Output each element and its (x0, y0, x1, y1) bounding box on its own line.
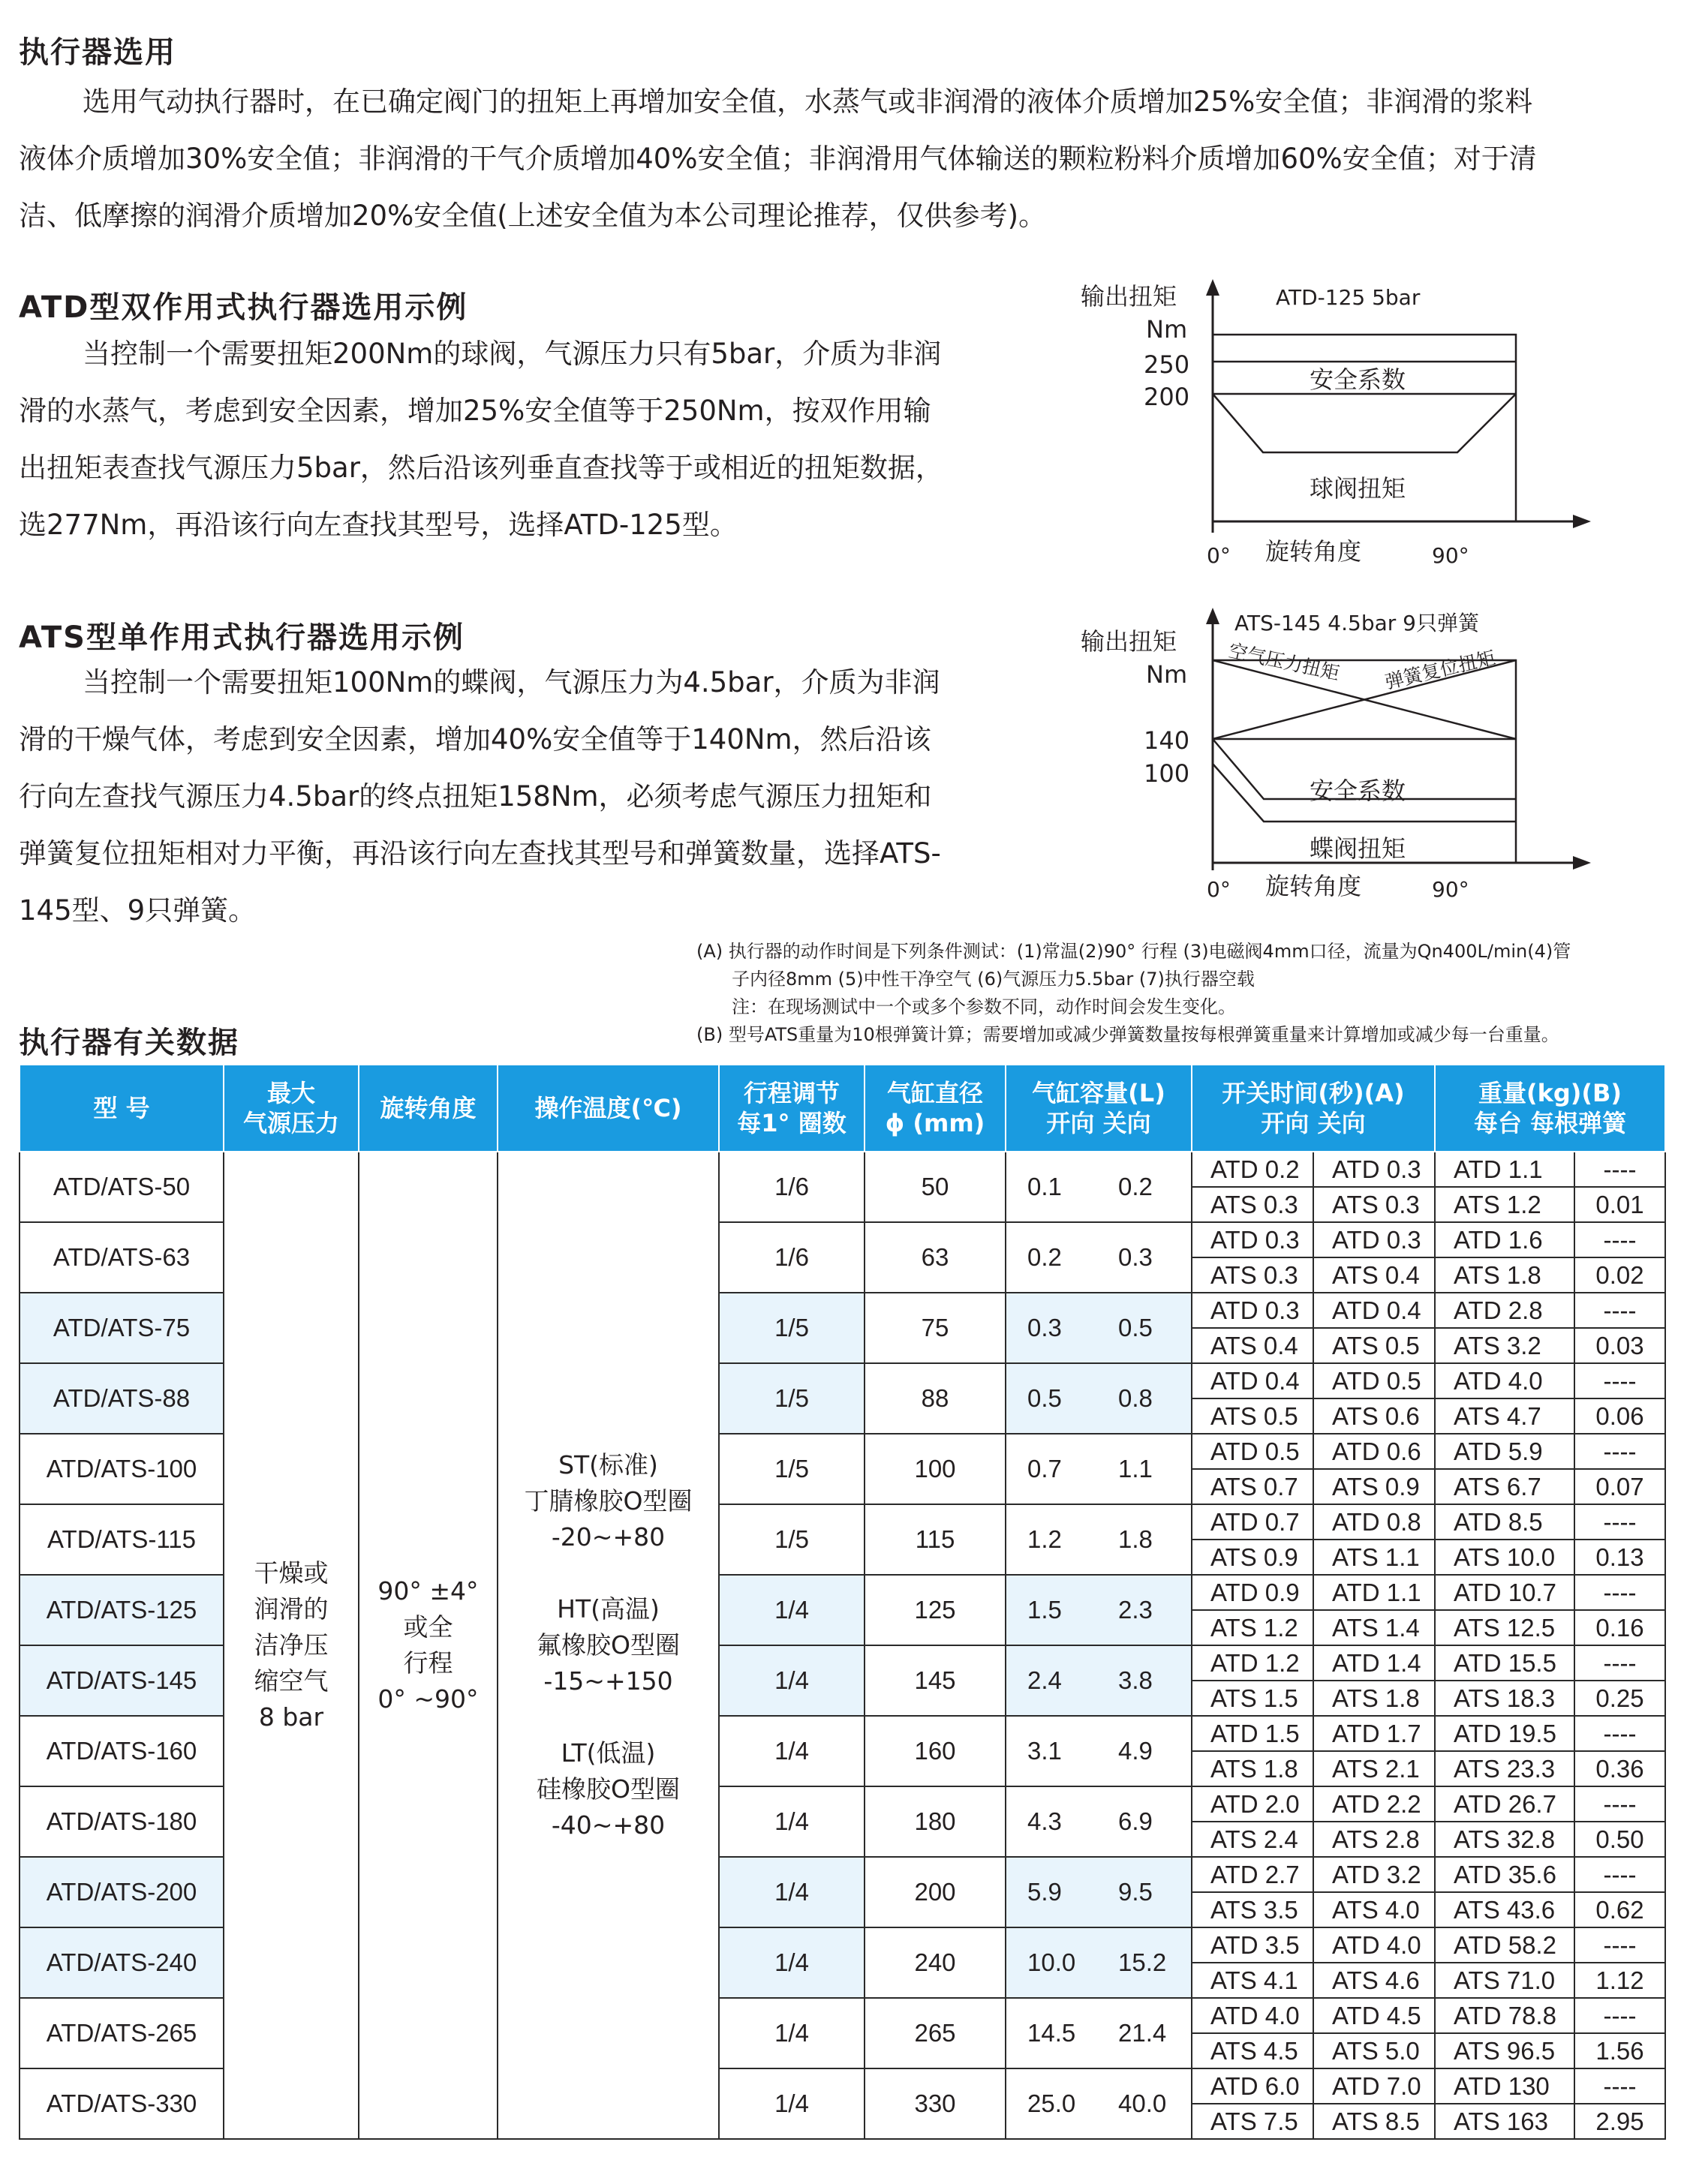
stroke-adjust-cell: 1/4 (719, 1927, 865, 1998)
tick-200: 200 (1144, 383, 1190, 411)
temperature-cell-line: -20~+80 (551, 1522, 666, 1552)
volume-cell (1006, 1575, 1192, 1645)
stroke-adjust-cell: 1/4 (719, 1716, 865, 1786)
volume-open: 0.7 (1027, 1455, 1062, 1483)
temperature-cell-line: HT(高温) (557, 1594, 660, 1624)
atd-example-line: 出扭矩表查找气源压力5bar，然后沿该列垂直查找等于或相近的扭矩数据， (19, 452, 943, 484)
open-time-cell: ATD 2.7 (1192, 1857, 1313, 1892)
unit-weight-cell: ATS 4.7 (1435, 1398, 1574, 1434)
ball-valve-torque-curve (1213, 394, 1516, 452)
volume-open: 25.0 (1027, 2089, 1076, 2117)
unit-weight-cell: ATD 78.8 (1435, 1998, 1574, 2033)
open-time-cell: ATS 0.5 (1192, 1398, 1313, 1434)
stroke-adjust-cell: 1/4 (719, 1786, 865, 1857)
ats-example-line: 弹簧复位扭矩相对力平衡，再沿该行向左查找其型号和弹簧数量，选择ATS- (19, 837, 941, 870)
open-time-cell: ATD 4.0 (1192, 1998, 1313, 2033)
unit-weight-cell: ATS 1.8 (1435, 1257, 1574, 1293)
unit-weight-cell: ATS 6.7 (1435, 1469, 1574, 1504)
volume-cell (1006, 1998, 1192, 2068)
open-time-cell: ATS 0.3 (1192, 1257, 1313, 1293)
y-axis-arrow (1206, 279, 1219, 296)
volume-cell (1006, 1786, 1192, 1857)
spring-weight-cell: 0.13 (1574, 1540, 1665, 1575)
unit-weight-cell: ATD 2.8 (1435, 1293, 1574, 1328)
header-temperature: 操作温度(℃) (498, 1065, 719, 1152)
air-pressure-label: 空气压力扭矩 (1226, 639, 1342, 685)
volume-close: 1.8 (1118, 1525, 1153, 1553)
note-b: (B) 型号ATS重量为10根弹簧计算；需要增加或减少弹簧数量按每根弹簧重量来计算增加或减少每一台重量。 (696, 1024, 1559, 1045)
close-time-cell: ATD 4.0 (1313, 1927, 1435, 1963)
x-end-label: 90° (1432, 543, 1469, 568)
x-axis-label: 旋转角度 (1265, 872, 1362, 900)
spring-weight-cell: 0.02 (1574, 1257, 1665, 1293)
volume-close: 2.3 (1118, 1596, 1153, 1624)
safety-factor-label: 安全系数 (1310, 365, 1406, 394)
y-label-2: Nm (1146, 660, 1188, 689)
stroke-adjust-cell: 1/5 (719, 1363, 865, 1434)
section-title-atd-example: ATD型双作用式执行器选用示例 (19, 290, 468, 325)
open-time-cell: ATD 0.3 (1192, 1222, 1313, 1257)
selection-line: 选用气动执行器时，在已确定阀门的扭矩上再增加安全值，水蒸气或非润滑的液体介质增加25%安全值；非润滑的浆料 (83, 86, 1533, 118)
spring-weight-cell: ---- (1574, 1716, 1665, 1751)
diagram-title: ATS-145 4.5bar 9只弹簧 (1234, 611, 1479, 635)
volume-open: 4.3 (1027, 1807, 1062, 1835)
open-time-cell: ATD 2.0 (1192, 1786, 1313, 1822)
ats-example-line: 145型、9只弹簧。 (19, 894, 257, 927)
spring-weight-cell: 0.16 (1574, 1610, 1665, 1645)
unit-weight-cell: ATD 10.7 (1435, 1575, 1574, 1610)
actuator-data-table (19, 1064, 1666, 2140)
spring-weight-cell: 0.06 (1574, 1398, 1665, 1434)
model-cell: ATD/ATS-88 (20, 1363, 224, 1434)
close-time-cell: ATD 0.3 (1313, 1152, 1435, 1187)
unit-weight-cell: ATS 23.3 (1435, 1751, 1574, 1786)
unit-weight-cell: ATD 15.5 (1435, 1645, 1574, 1681)
temperature-cell (498, 1152, 719, 2139)
open-time-cell: ATD 1.5 (1192, 1716, 1313, 1751)
temperature-cell-line: -15~+150 (543, 1666, 673, 1696)
model-cell: ATD/ATS-125 (20, 1575, 224, 1645)
bore-cell: 63 (865, 1222, 1006, 1293)
bore-cell: 50 (865, 1152, 1006, 1222)
temperature-cell-line: ST(标准) (558, 1450, 658, 1480)
table-header-row (20, 1065, 1665, 1152)
spring-weight-cell: ---- (1574, 1998, 1665, 2033)
ats-example-paragraph (19, 654, 1084, 939)
volume-open: 0.1 (1027, 1173, 1062, 1200)
header-rotation: 旋转角度 (359, 1065, 498, 1152)
close-time-cell: ATS 0.3 (1313, 1187, 1435, 1222)
table-title: 执行器有关数据 (19, 1026, 239, 1060)
close-time-cell: ATS 1.4 (1313, 1610, 1435, 1645)
open-time-cell: ATS 0.9 (1192, 1540, 1313, 1575)
model-cell: ATD/ATS-145 (20, 1645, 224, 1716)
open-time-cell: ATS 2.4 (1192, 1822, 1313, 1857)
butterfly-valve-label: 蝶阀扭矩 (1310, 834, 1406, 863)
atd-example-line: 当控制一个需要扭矩200Nm的球阀，气源压力只有5bar，介质为非润 (83, 338, 942, 370)
y-axis-arrow (1206, 608, 1219, 624)
close-time-cell: ATS 0.4 (1313, 1257, 1435, 1293)
close-time-cell: ATS 2.1 (1313, 1751, 1435, 1786)
rotation-cell-line: 行程 (403, 1648, 453, 1678)
model-cell: ATD/ATS-100 (20, 1434, 224, 1504)
volume-cell (1006, 1363, 1192, 1434)
y-label-2: Nm (1146, 315, 1188, 344)
temperature-cell-line (498, 1699, 718, 1735)
spring-weight-cell: ---- (1574, 1152, 1665, 1187)
temperature-cell-line: -40~+80 (551, 1810, 666, 1840)
close-time-cell: ATS 1.1 (1313, 1540, 1435, 1575)
unit-weight-cell: ATS 3.2 (1435, 1328, 1574, 1363)
open-time-cell: ATD 0.7 (1192, 1504, 1313, 1540)
open-time-cell: ATS 4.1 (1192, 1963, 1313, 1998)
unit-weight-cell: ATS 12.5 (1435, 1610, 1574, 1645)
max-pressure-cell-line: 洁净压 (254, 1630, 329, 1660)
unit-weight-cell: ATS 32.8 (1435, 1822, 1574, 1857)
atd-example-line: 滑的水蒸气，考虑到安全因素，增加25%安全值等于250Nm，按双作用输 (19, 395, 931, 427)
unit-weight-cell: ATD 35.6 (1435, 1857, 1574, 1892)
section-title-selection: 执行器选用 (19, 35, 176, 70)
spring-weight-cell: ---- (1574, 1786, 1665, 1822)
open-time-cell: ATS 0.7 (1192, 1469, 1313, 1504)
spring-weight-cell: ---- (1574, 1927, 1665, 1963)
open-time-cell: ATS 1.8 (1192, 1751, 1313, 1786)
close-time-cell: ATS 2.8 (1313, 1822, 1435, 1857)
safety-factor-label: 安全系数 (1310, 777, 1406, 805)
temperature-cell-line: 硅橡胶O型圈 (537, 1774, 680, 1804)
max-pressure-cell-line: 干燥或 (254, 1558, 329, 1588)
atd-example-paragraph (19, 326, 1069, 554)
spring-weight-cell: ---- (1574, 1575, 1665, 1610)
selection-line: 液体介质增加30%安全值；非润滑的干气介质增加40%安全值；非润滑用气体输送的颗粒粉料介质增加60%安全值；对于清 (19, 143, 1537, 175)
stroke-adjust-cell: 1/4 (719, 1857, 865, 1927)
spring-weight-cell: ---- (1574, 1645, 1665, 1681)
unit-weight-cell: ATD 58.2 (1435, 1927, 1574, 1963)
tick-250: 250 (1144, 350, 1190, 379)
model-cell: ATD/ATS-75 (20, 1293, 224, 1363)
volume-cell (1006, 1645, 1192, 1716)
volume-cell (1006, 1504, 1192, 1575)
spring-weight-cell: 0.25 (1574, 1681, 1665, 1716)
spring-weight-cell: ---- (1574, 1363, 1665, 1398)
max-pressure-cell-line: 8 bar (258, 1702, 324, 1732)
x-axis-label: 旋转角度 (1265, 537, 1362, 566)
volume-close: 0.2 (1118, 1173, 1153, 1200)
volume-close: 15.2 (1118, 1948, 1167, 1976)
open-time-cell: ATS 1.5 (1192, 1681, 1313, 1716)
temperature-cell-line (498, 1555, 718, 1591)
close-time-cell: ATS 0.6 (1313, 1398, 1435, 1434)
spring-weight-cell: 0.50 (1574, 1822, 1665, 1857)
note-a-line2: 子内径8mm (5)中性干净空气 (6)气源压力5.5bar (7)执行器空载 (732, 969, 1255, 990)
volume-open: 0.3 (1027, 1314, 1062, 1341)
spring-weight-cell: 0.62 (1574, 1892, 1665, 1927)
y-label-1: 输出扭矩 (1081, 627, 1177, 656)
spring-weight-cell: 0.01 (1574, 1187, 1665, 1222)
note-a-line1: (A) 执行器的动作时间是下列条件测试：(1)常温(2)90° 行程 (3)电磁阀4mm口径，流量为Qn400L/min(4)管 (696, 941, 1571, 962)
volume-cell (1006, 1293, 1192, 1363)
stroke-adjust-cell: 1/4 (719, 1998, 865, 2068)
close-time-cell: ATS 0.5 (1313, 1328, 1435, 1363)
tick-140: 140 (1144, 726, 1190, 755)
unit-weight-cell: ATD 4.0 (1435, 1363, 1574, 1398)
close-time-cell: ATS 4.6 (1313, 1963, 1435, 1998)
open-time-cell: ATD 3.5 (1192, 1927, 1313, 1963)
volume-open: 14.5 (1027, 2019, 1076, 2047)
close-time-cell: ATD 7.0 (1313, 2068, 1435, 2104)
x-end-label: 90° (1432, 877, 1469, 902)
bore-cell: 100 (865, 1434, 1006, 1504)
close-time-cell: ATD 1.1 (1313, 1575, 1435, 1610)
tick-100: 100 (1144, 759, 1190, 788)
close-time-cell: ATD 0.3 (1313, 1222, 1435, 1257)
stroke-adjust-cell: 1/4 (719, 2068, 865, 2139)
unit-weight-cell: ATS 43.6 (1435, 1892, 1574, 1927)
stroke-adjust-cell: 1/6 (719, 1222, 865, 1293)
close-time-cell: ATD 0.8 (1313, 1504, 1435, 1540)
open-time-cell: ATD 6.0 (1192, 2068, 1313, 2104)
volume-close: 3.8 (1118, 1666, 1153, 1694)
close-time-cell: ATD 3.2 (1313, 1857, 1435, 1892)
spring-weight-cell: ---- (1574, 1293, 1665, 1328)
rotation-cell (359, 1152, 498, 2139)
selection-paragraph (19, 74, 1677, 245)
stroke-adjust-cell: 1/4 (719, 1645, 865, 1716)
bore-cell: 125 (865, 1575, 1006, 1645)
x-axis-arrow (1573, 515, 1591, 528)
spring-weight-cell: ---- (1574, 1434, 1665, 1469)
open-time-cell: ATD 0.9 (1192, 1575, 1313, 1610)
volume-cell (1006, 1222, 1192, 1293)
volume-close: 0.8 (1118, 1384, 1153, 1412)
unit-weight-cell: ATD 130 (1435, 2068, 1574, 2104)
stroke-adjust-cell: 1/6 (719, 1152, 865, 1222)
unit-weight-cell: ATD 26.7 (1435, 1786, 1574, 1822)
bore-cell: 115 (865, 1504, 1006, 1575)
bore-cell: 240 (865, 1927, 1006, 1998)
volume-open: 1.2 (1027, 1525, 1062, 1553)
atd-example-line: 选277Nm，再沿该行向左查找其型号，选择ATD-125型。 (19, 509, 738, 541)
unit-weight-cell: ATS 96.5 (1435, 2033, 1574, 2068)
diagram-title: ATD-125 5bar (1276, 285, 1421, 310)
temperature-cell-line: LT(低温) (561, 1738, 656, 1768)
volume-cell (1006, 1857, 1192, 1927)
temperature-cell-line: 氟橡胶O型圈 (537, 1630, 680, 1660)
volume-close: 6.9 (1118, 1807, 1153, 1835)
close-time-cell: ATD 0.5 (1313, 1363, 1435, 1398)
bore-cell: 180 (865, 1786, 1006, 1857)
volume-close: 0.5 (1118, 1314, 1153, 1341)
header-operating-time: 开关时间(秒)(A) 开向 关向 (1192, 1065, 1435, 1152)
x-start-label: 0° (1207, 543, 1231, 568)
model-cell: ATD/ATS-50 (20, 1152, 224, 1222)
header-volume: 气缸容量(L) 开向 关向 (1006, 1065, 1192, 1152)
volume-cell (1006, 1152, 1192, 1222)
table-body (20, 1152, 1665, 2139)
max-pressure-cell-line: 润滑的 (254, 1594, 329, 1624)
open-time-cell: ATS 7.5 (1192, 2104, 1313, 2139)
spring-weight-cell: ---- (1574, 1222, 1665, 1257)
model-cell: ATD/ATS-63 (20, 1222, 224, 1293)
open-time-cell: ATS 3.5 (1192, 1892, 1313, 1927)
rotation-cell-line: 0° ~90° (377, 1684, 479, 1714)
spring-weight-cell: ---- (1574, 1857, 1665, 1892)
close-time-cell: ATD 4.5 (1313, 1998, 1435, 2033)
diagram-frame (1213, 660, 1516, 863)
spring-return-label: 弹簧复位扭矩 (1382, 646, 1498, 693)
temperature-cell-line: 丁腈橡胶O型圈 (524, 1486, 693, 1516)
header-weight: 重量(kg)(B) 每台 每根弹簧 (1435, 1065, 1665, 1152)
unit-weight-cell: ATD 5.9 (1435, 1434, 1574, 1469)
stroke-adjust-cell: 1/4 (719, 1575, 865, 1645)
model-cell: ATD/ATS-240 (20, 1927, 224, 1998)
close-time-cell: ATD 0.4 (1313, 1293, 1435, 1328)
open-time-cell: ATD 0.4 (1192, 1363, 1313, 1398)
x-axis-arrow (1573, 856, 1591, 870)
atd-torque-diagram (1066, 270, 1606, 578)
model-cell: ATD/ATS-115 (20, 1504, 224, 1575)
volume-open: 5.9 (1027, 1878, 1062, 1906)
unit-weight-cell: ATD 19.5 (1435, 1716, 1574, 1751)
spring-weight-cell: 1.56 (1574, 2033, 1665, 2068)
volume-open: 1.5 (1027, 1596, 1062, 1624)
spring-weight-cell: 0.07 (1574, 1469, 1665, 1504)
open-time-cell: ATD 0.2 (1192, 1152, 1313, 1187)
close-time-cell: ATS 5.0 (1313, 2033, 1435, 2068)
unit-weight-cell: ATD 1.6 (1435, 1222, 1574, 1257)
unit-weight-cell: ATS 71.0 (1435, 1963, 1574, 1998)
unit-weight-cell: ATD 1.1 (1435, 1152, 1574, 1187)
close-time-cell: ATD 1.4 (1313, 1645, 1435, 1681)
bore-cell: 75 (865, 1293, 1006, 1363)
volume-cell (1006, 1716, 1192, 1786)
volume-open: 0.5 (1027, 1384, 1062, 1412)
bore-cell: 160 (865, 1716, 1006, 1786)
model-cell: ATD/ATS-330 (20, 2068, 224, 2139)
ats-example-line: 行向左查找气源压力4.5bar的终点扭矩158Nm，必须考虑气源压力扭矩和 (19, 780, 932, 813)
open-time-cell: ATS 4.5 (1192, 2033, 1313, 2068)
volume-close: 1.1 (1118, 1455, 1153, 1483)
max-pressure-cell-line: 缩空气 (254, 1666, 329, 1696)
volume-open: 10.0 (1027, 1948, 1076, 1976)
open-time-cell: ATD 1.2 (1192, 1645, 1313, 1681)
close-time-cell: ATS 8.5 (1313, 2104, 1435, 2139)
open-time-cell: ATS 0.3 (1192, 1187, 1313, 1222)
close-time-cell: ATS 4.0 (1313, 1892, 1435, 1927)
volume-close: 40.0 (1118, 2089, 1167, 2117)
open-time-cell: ATS 1.2 (1192, 1610, 1313, 1645)
table-row (20, 1152, 1665, 1187)
x-start-label: 0° (1207, 877, 1231, 902)
unit-weight-cell: ATS 18.3 (1435, 1681, 1574, 1716)
bore-cell: 265 (865, 1998, 1006, 2068)
volume-open: 2.4 (1027, 1666, 1062, 1694)
close-time-cell: ATD 0.6 (1313, 1434, 1435, 1469)
ball-valve-label: 球阀扭矩 (1310, 474, 1406, 503)
close-time-cell: ATD 1.7 (1313, 1716, 1435, 1751)
model-cell: ATD/ATS-265 (20, 1998, 224, 2068)
close-time-cell: ATD 2.2 (1313, 1786, 1435, 1822)
close-time-cell: ATS 0.9 (1313, 1469, 1435, 1504)
stroke-adjust-cell: 1/5 (719, 1504, 865, 1575)
volume-cell (1006, 1434, 1192, 1504)
header-model: 型 号 (20, 1065, 224, 1152)
note-a-line3: 注：在现场测试中一个或多个参数不同，动作时间会发生变化。 (732, 996, 1236, 1017)
open-time-cell: ATD 0.5 (1192, 1434, 1313, 1469)
spring-weight-cell: 1.12 (1574, 1963, 1665, 1998)
model-cell: ATD/ATS-180 (20, 1786, 224, 1857)
y-label-1: 输出扭矩 (1081, 282, 1177, 311)
spring-weight-cell: ---- (1574, 1504, 1665, 1540)
max-pressure-cell (224, 1152, 359, 2139)
volume-cell (1006, 2068, 1192, 2139)
header-max-pressure: 最大 气源压力 (224, 1065, 359, 1152)
volume-close: 0.3 (1118, 1243, 1153, 1271)
unit-weight-cell: ATS 1.2 (1435, 1187, 1574, 1222)
selection-line: 洁、低摩擦的润滑介质增加20%安全值(上述安全值为本公司理论推荐，仅供参考)。 (19, 200, 1047, 232)
header-bore: 气缸直径 ϕ (mm) (865, 1065, 1006, 1152)
model-cell: ATD/ATS-160 (20, 1716, 224, 1786)
rotation-cell-line: 90° ±4° (377, 1576, 479, 1606)
ats-example-line: 滑的干燥气体，考虑到安全因素，增加40%安全值等于140Nm，然后沿该 (19, 723, 931, 756)
spring-weight-cell: 2.95 (1574, 2104, 1665, 2139)
stroke-adjust-cell: 1/5 (719, 1293, 865, 1363)
bore-cell: 330 (865, 2068, 1006, 2139)
header-stroke-adjust: 行程调节 每1° 圈数 (719, 1065, 865, 1152)
stroke-adjust-cell: 1/5 (719, 1434, 865, 1504)
spring-weight-cell: 0.36 (1574, 1751, 1665, 1786)
bore-cell: 200 (865, 1857, 1006, 1927)
rotation-cell-line: 或全 (403, 1612, 453, 1642)
spring-weight-cell: 0.03 (1574, 1328, 1665, 1363)
volume-close: 9.5 (1118, 1878, 1153, 1906)
ats-example-line: 当控制一个需要扭矩100Nm的蝶阀，气源压力为4.5bar，介质为非润 (83, 666, 940, 698)
model-cell: ATD/ATS-200 (20, 1857, 224, 1927)
open-time-cell: ATS 0.4 (1192, 1328, 1313, 1363)
ats-torque-diagram (1066, 600, 1606, 908)
volume-close: 4.9 (1118, 1737, 1153, 1765)
bore-cell: 145 (865, 1645, 1006, 1716)
section-title-ats-example: ATS型单作用式执行器选用示例 (19, 620, 465, 655)
close-time-cell: ATS 1.8 (1313, 1681, 1435, 1716)
open-time-cell: ATD 0.3 (1192, 1293, 1313, 1328)
volume-cell (1006, 1927, 1192, 1998)
spring-weight-cell: ---- (1574, 2068, 1665, 2104)
unit-weight-cell: ATS 10.0 (1435, 1540, 1574, 1575)
unit-weight-cell: ATD 8.5 (1435, 1504, 1574, 1540)
volume-close: 21.4 (1118, 2019, 1167, 2047)
volume-open: 0.2 (1027, 1243, 1062, 1271)
volume-open: 3.1 (1027, 1737, 1062, 1765)
bore-cell: 88 (865, 1363, 1006, 1434)
unit-weight-cell: ATS 163 (1435, 2104, 1574, 2139)
